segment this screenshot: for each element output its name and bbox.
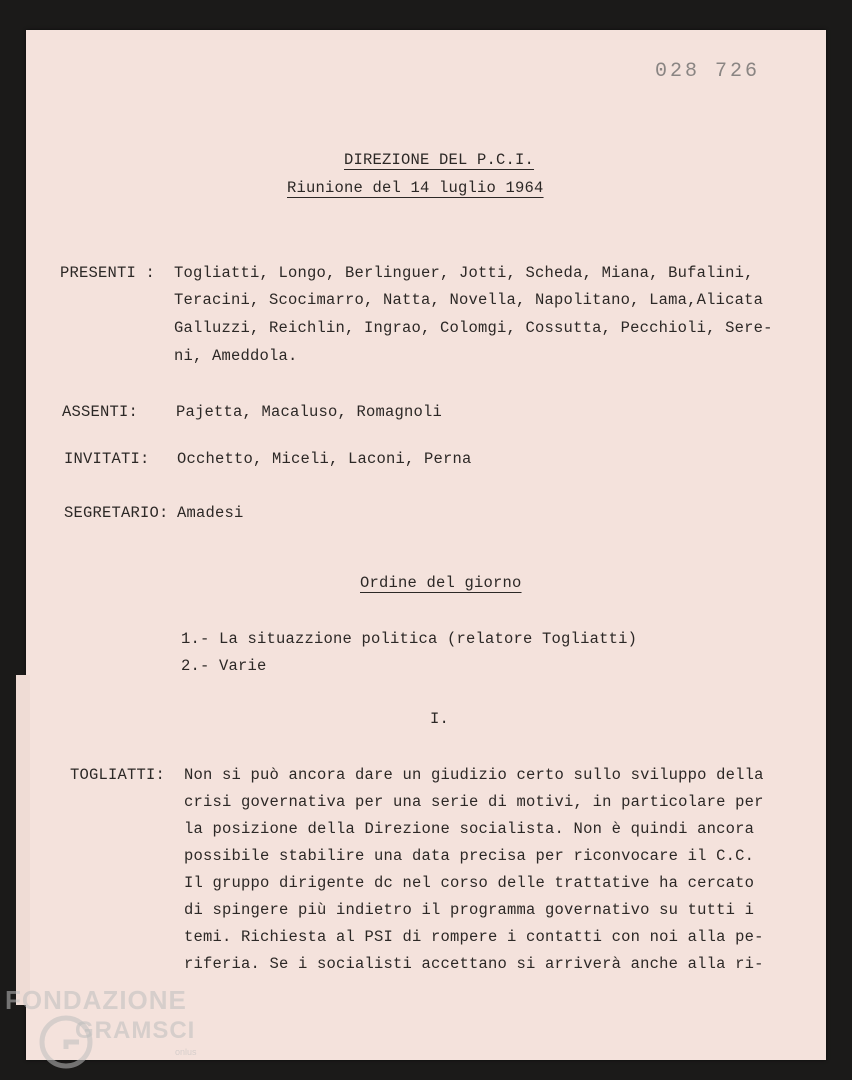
speech-line: riferia. Se i socialisti accettano si arriverà anche alla ri- [184, 955, 764, 973]
archive-stamp-number: 028 726 [655, 60, 761, 83]
presenti-line: Togliatti, Longo, Berlinguer, Jotti, Scheda, Miana, Bufalini, [174, 264, 754, 282]
invitati-list: Occhetto, Miceli, Laconi, Perna [177, 450, 472, 468]
speech-line: temi. Richiesta al PSI di rompere i contatti con noi alla pe- [184, 928, 764, 946]
document-title: DIREZIONE DEL P.C.I. [344, 151, 535, 169]
speech-line: Non si può ancora dare un giudizio certo sullo sviluppo della [184, 766, 764, 784]
segretario-label: SEGRETARIO: [64, 504, 169, 522]
presenti-label: PRESENTI : [60, 264, 156, 282]
document-subtitle: Riunione del 14 luglio 1964 [287, 179, 544, 197]
assenti-list: Pajetta, Macaluso, Romagnoli [176, 403, 443, 421]
watermark-line-3: onlus [175, 1047, 197, 1057]
torn-paper-edge [16, 675, 30, 1005]
agenda-item: 1.- La situazzione politica (relatore Togliatti) [181, 630, 638, 648]
presenti-line: ni, Ameddola. [174, 347, 298, 365]
assenti-label: ASSENTI: [62, 403, 139, 421]
speech-line: Il gruppo dirigente dc nel corso delle trattative ha cercato [184, 874, 755, 892]
speech-line: crisi governativa per una serie di motivi, in particolare per [184, 793, 764, 811]
segretario-name: Amadesi [177, 504, 244, 522]
speech-line: la posizione della Direzione socialista. Non è quindi ancora [184, 820, 755, 838]
watermark-line-2: GRAMSCI [75, 1017, 196, 1044]
section-numeral: I. [430, 710, 450, 728]
watermark-line-1: FONDAZIONE [5, 985, 187, 1015]
speech-line: possibile stabilire una data precisa per riconvocare il C.C. [184, 847, 755, 865]
invitati-label: INVITATI: [64, 450, 150, 468]
presenti-line: Teracini, Scocimarro, Natta, Novella, Napolitano, Lama,Alicata [174, 291, 764, 309]
fondazione-gramsci-watermark [5, 985, 215, 1075]
speaker-label: TOGLIATTI: [70, 766, 166, 784]
presenti-line: Galluzzi, Reichlin, Ingrao, Colomgi, Cossutta, Pecchioli, Sere- [174, 319, 773, 337]
speech-line: di spingere più indietro il programma governativo su tutti i [184, 901, 755, 919]
agenda-title: Ordine del giorno [360, 574, 522, 592]
agenda-item: 2.- Varie [181, 657, 267, 675]
